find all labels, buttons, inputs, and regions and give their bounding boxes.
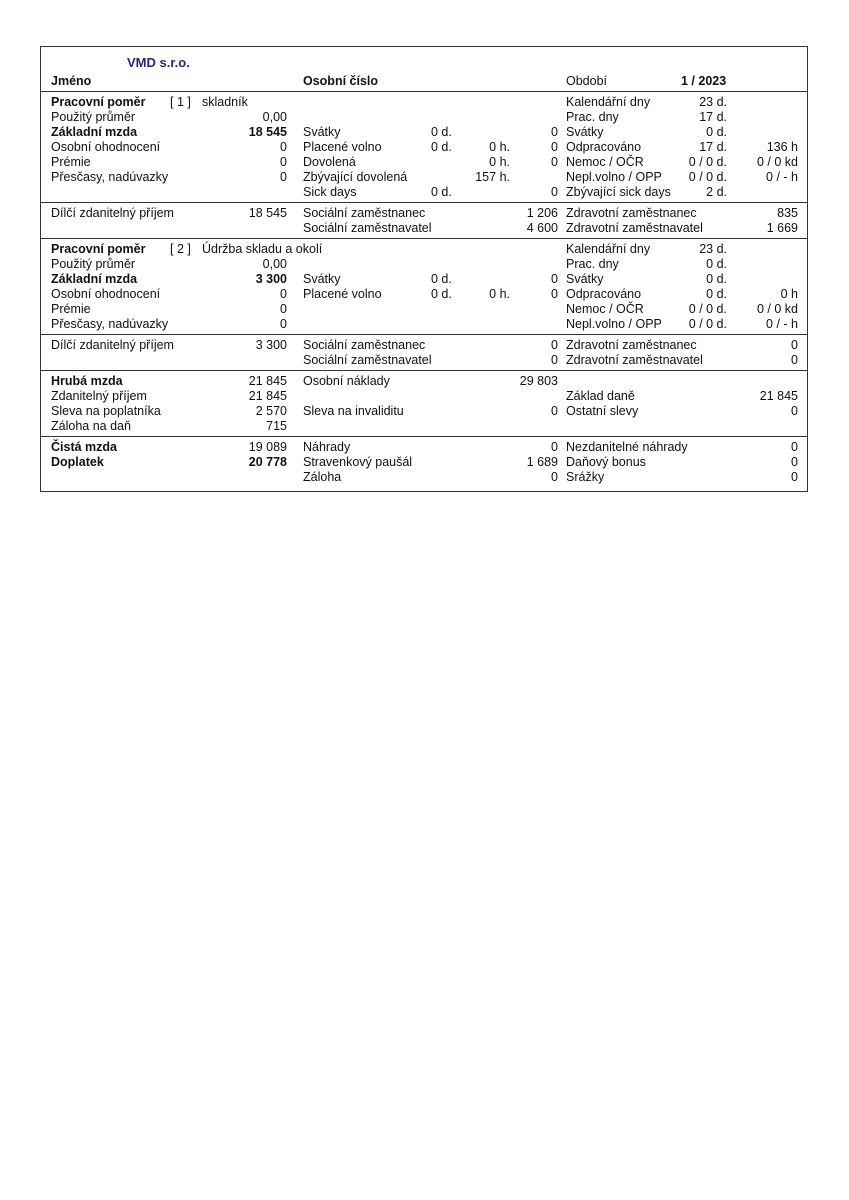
bonus-value: 0 bbox=[280, 302, 287, 316]
social-employer-value: 4 600 bbox=[526, 221, 558, 235]
employment-number: [ 2 ] bbox=[170, 242, 191, 256]
worked-hours: 0 h bbox=[780, 287, 798, 301]
holidays-days: 0 d. bbox=[431, 272, 452, 286]
deductions-value: 0 bbox=[791, 470, 798, 484]
sickness-days: 0 / 0 d. bbox=[688, 302, 727, 316]
overtime-value: 0 bbox=[280, 170, 287, 184]
work-days-label: Prac. dny bbox=[566, 110, 619, 124]
remaining-vacation-label: Zbývající dovolená bbox=[303, 170, 408, 184]
payout-label: Doplatek bbox=[51, 455, 104, 469]
company-name: VMD s.r.o. bbox=[127, 55, 190, 70]
remaining-sick-days-label: Zbývající sick days bbox=[566, 185, 671, 199]
unpaid-leave-days: 0 / 0 d. bbox=[688, 170, 727, 184]
sickness-extra: 0 / 0 kd bbox=[757, 302, 798, 316]
sickness-label: Nemoc / OČR bbox=[566, 155, 644, 169]
advance-label: Záloha bbox=[303, 470, 342, 484]
overtime-label: Přesčasy, nadúvazky bbox=[51, 170, 169, 184]
paid-leave-days: 0 d. bbox=[431, 287, 452, 301]
nontaxable-compensation-label: Nezdanitelné náhrady bbox=[566, 440, 688, 454]
worked-label: Odpracováno bbox=[566, 140, 642, 154]
personal-costs-label: Osobní náklady bbox=[303, 374, 390, 388]
tax-advance-value: 715 bbox=[266, 419, 287, 433]
social-employee-label: Sociální zaměstnanec bbox=[303, 206, 426, 220]
meal-allowance-value: 1 689 bbox=[526, 455, 558, 469]
compensation-label: Náhrady bbox=[303, 440, 351, 454]
section-divider bbox=[40, 238, 808, 239]
worked-days: 17 d. bbox=[699, 140, 727, 154]
worked-days: 0 d. bbox=[706, 287, 727, 301]
name-label: Jméno bbox=[51, 74, 92, 88]
paid-leave-label: Placené volno bbox=[303, 287, 382, 301]
unpaid-leave-days: 0 / 0 d. bbox=[688, 317, 727, 331]
work-days-label: Prac. dny bbox=[566, 257, 619, 271]
social-employer-value: 0 bbox=[551, 353, 558, 367]
sickness-label: Nemoc / OČR bbox=[566, 302, 644, 316]
holidays-days: 0 d. bbox=[431, 125, 452, 139]
nontaxable-compensation-value: 0 bbox=[791, 440, 798, 454]
payslip-frame bbox=[40, 46, 808, 492]
paid-leave-amount: 0 bbox=[551, 140, 558, 154]
employment-position: Údržba skladu a okolí bbox=[202, 242, 323, 256]
holidays-amount: 0 bbox=[551, 125, 558, 139]
social-employee-value: 0 bbox=[551, 338, 558, 352]
remaining-sick-days-value: 2 d. bbox=[706, 185, 727, 199]
tax-bonus-label: Daňový bonus bbox=[566, 455, 646, 469]
sickness-days: 0 / 0 d. bbox=[688, 155, 727, 169]
personal-eval-value: 0 bbox=[280, 287, 287, 301]
other-discounts-value: 0 bbox=[791, 404, 798, 418]
paid-leave-hours: 0 h. bbox=[489, 140, 510, 154]
taxable-income-label: Zdanitelný příjem bbox=[51, 389, 147, 403]
net-wage-label: Čistá mzda bbox=[51, 440, 117, 454]
personal-eval-label: Osobní ohodnocení bbox=[51, 287, 161, 301]
holidays-label: Svátky bbox=[303, 272, 341, 286]
holidays-right-value: 0 d. bbox=[706, 272, 727, 286]
section-divider bbox=[40, 436, 808, 437]
remaining-vacation-hours: 157 h. bbox=[475, 170, 510, 184]
net-wage-value: 19 089 bbox=[248, 440, 287, 454]
health-employee-label: Zdravotní zaměstnanec bbox=[566, 338, 697, 352]
base-wage-label: Základní mzda bbox=[51, 272, 138, 286]
average-label: Použitý průměr bbox=[51, 110, 136, 124]
employment-title: Pracovní poměr bbox=[51, 242, 146, 256]
disability-discount-label: Sleva na invaliditu bbox=[303, 404, 404, 418]
partial-income-value: 18 545 bbox=[248, 206, 287, 220]
base-wage-value: 18 545 bbox=[248, 125, 287, 139]
holidays-right-label: Svátky bbox=[566, 272, 604, 286]
social-employer-label: Sociální zaměstnavatel bbox=[303, 221, 432, 235]
calendar-days-value: 23 d. bbox=[699, 95, 727, 109]
unpaid-leave-extra: 0 / - h bbox=[766, 170, 798, 184]
taxable-income-value: 21 845 bbox=[248, 389, 287, 403]
base-wage-label: Základní mzda bbox=[51, 125, 138, 139]
tax-base-label: Základ daně bbox=[566, 389, 635, 403]
social-employee-value: 1 206 bbox=[526, 206, 558, 220]
tax-bonus-value: 0 bbox=[791, 455, 798, 469]
personal-eval-value: 0 bbox=[280, 140, 287, 154]
holidays-right-label: Svátky bbox=[566, 125, 604, 139]
health-employer-value: 1 669 bbox=[766, 221, 798, 235]
health-employee-label: Zdravotní zaměstnanec bbox=[566, 206, 697, 220]
taxpayer-discount-value: 2 570 bbox=[255, 404, 287, 418]
calendar-days-label: Kalendářní dny bbox=[566, 242, 651, 256]
taxpayer-discount-label: Sleva na poplatníka bbox=[51, 404, 161, 418]
payout-value: 20 778 bbox=[248, 455, 287, 469]
partial-income-label: Dílčí zdanitelný příjem bbox=[51, 206, 174, 220]
period-value: 1 / 2023 bbox=[681, 74, 727, 88]
calendar-days-label: Kalendářní dny bbox=[566, 95, 651, 109]
employment-title: Pracovní poměr bbox=[51, 95, 146, 109]
employment-number: [ 1 ] bbox=[170, 95, 191, 109]
work-days-value: 0 d. bbox=[706, 257, 727, 271]
section-divider bbox=[40, 334, 808, 335]
other-discounts-label: Ostatní slevy bbox=[566, 404, 639, 418]
personal-costs-value: 29 803 bbox=[519, 374, 558, 388]
paid-leave-hours: 0 h. bbox=[489, 287, 510, 301]
sickness-extra: 0 / 0 kd bbox=[757, 155, 798, 169]
worked-label: Odpracováno bbox=[566, 287, 642, 301]
health-employee-value: 0 bbox=[791, 338, 798, 352]
paid-leave-label: Placené volno bbox=[303, 140, 382, 154]
employment-position: skladník bbox=[202, 95, 248, 109]
health-employer-label: Zdravotní zaměstnavatel bbox=[566, 221, 703, 235]
meal-allowance-label: Stravenkový paušál bbox=[303, 455, 413, 469]
holidays-right-value: 0 d. bbox=[706, 125, 727, 139]
bonus-label: Prémie bbox=[51, 302, 91, 316]
period-label: Období bbox=[566, 74, 608, 88]
vacation-label: Dovolená bbox=[303, 155, 356, 169]
personal-number-label: Osobní číslo bbox=[303, 74, 379, 88]
personal-eval-label: Osobní ohodnocení bbox=[51, 140, 161, 154]
health-employee-value: 835 bbox=[777, 206, 798, 220]
sick-days-label: Sick days bbox=[303, 185, 357, 199]
partial-income-value: 3 300 bbox=[255, 338, 287, 352]
social-employee-label: Sociální zaměstnanec bbox=[303, 338, 426, 352]
average-label: Použitý průměr bbox=[51, 257, 136, 271]
deductions-label: Srážky bbox=[566, 470, 605, 484]
vacation-hours: 0 h. bbox=[489, 155, 510, 169]
overtime-label: Přesčasy, nadúvazky bbox=[51, 317, 169, 331]
unpaid-leave-label: Nepl.volno / OPP bbox=[566, 170, 662, 184]
section-divider bbox=[40, 370, 808, 371]
disability-discount-value: 0 bbox=[551, 404, 558, 418]
partial-income-label: Dílčí zdanitelný příjem bbox=[51, 338, 174, 352]
header-divider bbox=[40, 91, 808, 92]
compensation-value: 0 bbox=[551, 440, 558, 454]
bonus-value: 0 bbox=[280, 155, 287, 169]
calendar-days-value: 23 d. bbox=[699, 242, 727, 256]
health-employer-value: 0 bbox=[791, 353, 798, 367]
section-divider bbox=[40, 202, 808, 203]
gross-wage-value: 21 845 bbox=[248, 374, 287, 388]
holidays-label: Svátky bbox=[303, 125, 341, 139]
tax-base-value: 21 845 bbox=[759, 389, 798, 403]
health-employer-label: Zdravotní zaměstnavatel bbox=[566, 353, 703, 367]
average-value: 0,00 bbox=[262, 110, 287, 124]
bonus-label: Prémie bbox=[51, 155, 91, 169]
sick-days-days: 0 d. bbox=[431, 185, 452, 199]
unpaid-leave-label: Nepl.volno / OPP bbox=[566, 317, 662, 331]
paid-leave-days: 0 d. bbox=[431, 140, 452, 154]
vacation-amount: 0 bbox=[551, 155, 558, 169]
worked-hours: 136 h bbox=[766, 140, 798, 154]
tax-advance-label: Záloha na daň bbox=[51, 419, 131, 433]
gross-wage-label: Hrubá mzda bbox=[51, 374, 123, 388]
average-value: 0,00 bbox=[262, 257, 287, 271]
overtime-value: 0 bbox=[280, 317, 287, 331]
work-days-value: 17 d. bbox=[699, 110, 727, 124]
social-employer-label: Sociální zaměstnavatel bbox=[303, 353, 432, 367]
paid-leave-amount: 0 bbox=[551, 287, 558, 301]
base-wage-value: 3 300 bbox=[255, 272, 287, 286]
sick-days-amount: 0 bbox=[551, 185, 558, 199]
unpaid-leave-extra: 0 / - h bbox=[766, 317, 798, 331]
holidays-amount: 0 bbox=[551, 272, 558, 286]
advance-value: 0 bbox=[551, 470, 558, 484]
